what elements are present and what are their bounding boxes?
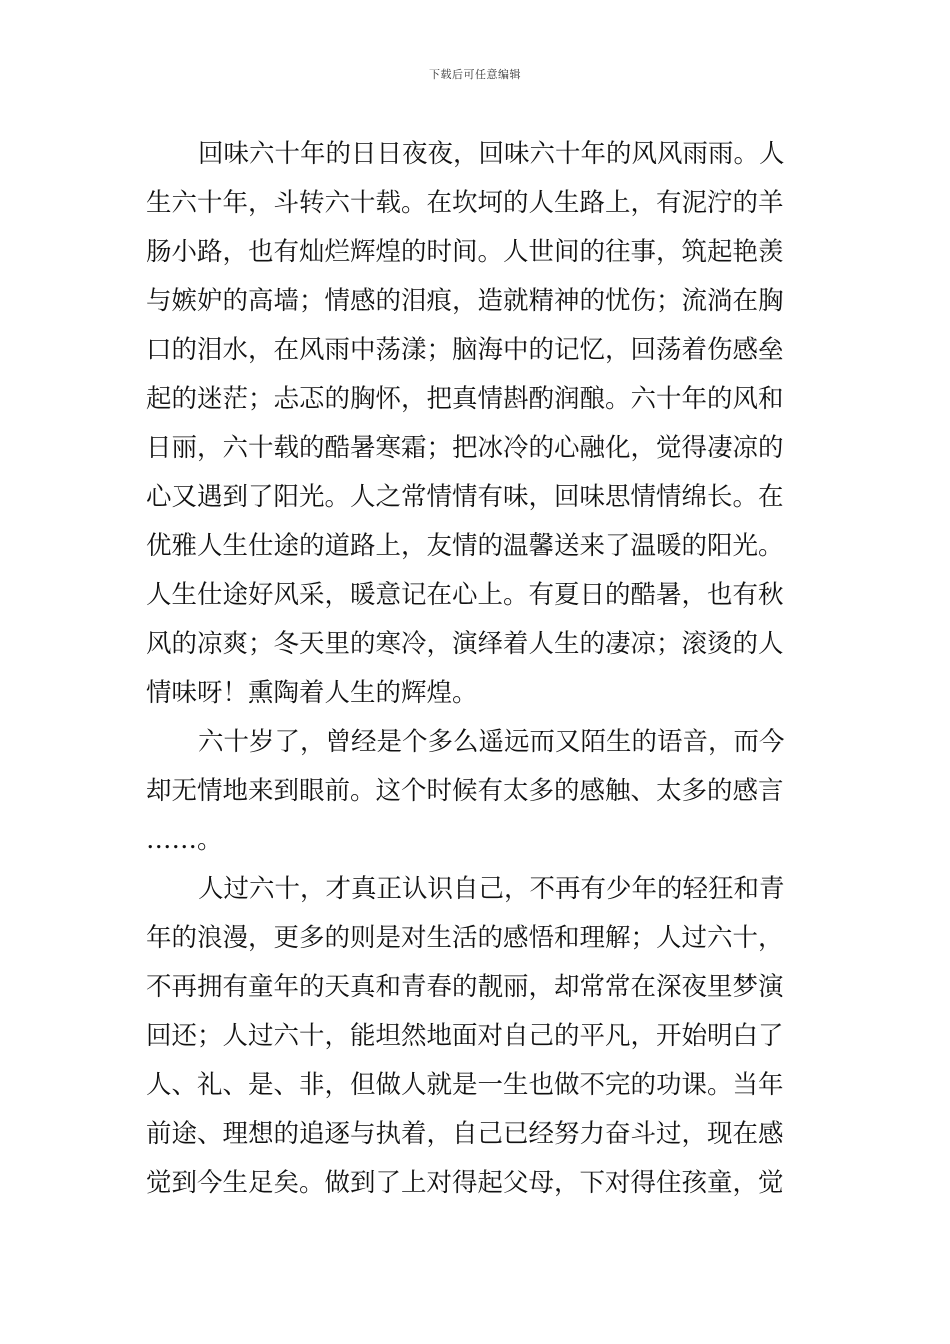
text-line: 六十岁了，曾经是个多么遥远而又陌生的语音，而今	[198, 727, 785, 757]
paragraph-1	[146, 130, 806, 718]
text-line: 年的浪漫，更多的则是对生活的感悟和理解；人过六十，	[146, 923, 784, 953]
text-line: 优雅人生仕途的道路上，友情的温馨送来了温暖的阳光。	[146, 531, 784, 561]
text-line: 肠小路，也有灿烂辉煌的时间。人世间的往事，筑起艳羡	[146, 237, 784, 267]
text-line: 不再拥有童年的天真和青春的靓丽，却常常在深夜里梦演	[146, 972, 784, 1002]
text-line: 生六十年，斗转六十载。在坎坷的人生路上，有泥泞的羊	[146, 188, 784, 218]
text-line: 前途、理想的追逐与执着，自己已经努力奋斗过，现在感	[146, 1119, 784, 1149]
paragraph-2	[146, 718, 806, 865]
text-line: 回味六十年的日日夜夜，回味六十年的风风雨雨。人	[198, 139, 785, 169]
text-line: 觉到今生足矣。做到了上对得起父母，下对得住孩童，觉	[146, 1168, 784, 1198]
text-line: 人生仕途好风采，暖意记在心上。有夏日的酷暑，也有秋	[146, 580, 784, 610]
text-line: 与嫉妒的高墙；情感的泪痕，造就精神的忧伤；流淌在胸	[146, 286, 784, 316]
text-line: 人过六十，才真正认识自己，不再有少年的轻狂和青	[198, 874, 785, 904]
text-line: 人、礼、是、非，但做人就是一生也做不完的功课。当年	[146, 1070, 784, 1100]
paragraph-3	[146, 865, 806, 1208]
text-line: 风的凉爽；冬天里的寒冷，演绎着人生的凄凉；滚烫的人	[146, 629, 784, 659]
text-line: 起的迷茫；忐忑的胸怀，把真情斟酌润酿。六十年的风和	[146, 384, 784, 414]
text-line: 情味呀！熏陶着人生的辉煌。	[146, 678, 478, 708]
text-line: 却无情地来到眼前。这个时候有太多的感触、太多的感言	[146, 776, 784, 806]
text-line: ……。	[146, 825, 223, 855]
text-line: 回还；人过六十，能坦然地面对自己的平凡，开始明白了	[146, 1021, 784, 1051]
page-header: 下载后可任意编辑	[429, 68, 521, 81]
text-line: 心又遇到了阳光。人之常情情有味，回味思情情绵长。在	[146, 482, 784, 512]
text-line: 口的泪水，在风雨中荡漾；脑海中的记忆，回荡着伤感垒	[146, 335, 784, 365]
document-body	[146, 130, 806, 1208]
text-line: 日丽，六十载的酷暑寒霜；把冰冷的心融化，觉得凄凉的	[146, 433, 784, 463]
